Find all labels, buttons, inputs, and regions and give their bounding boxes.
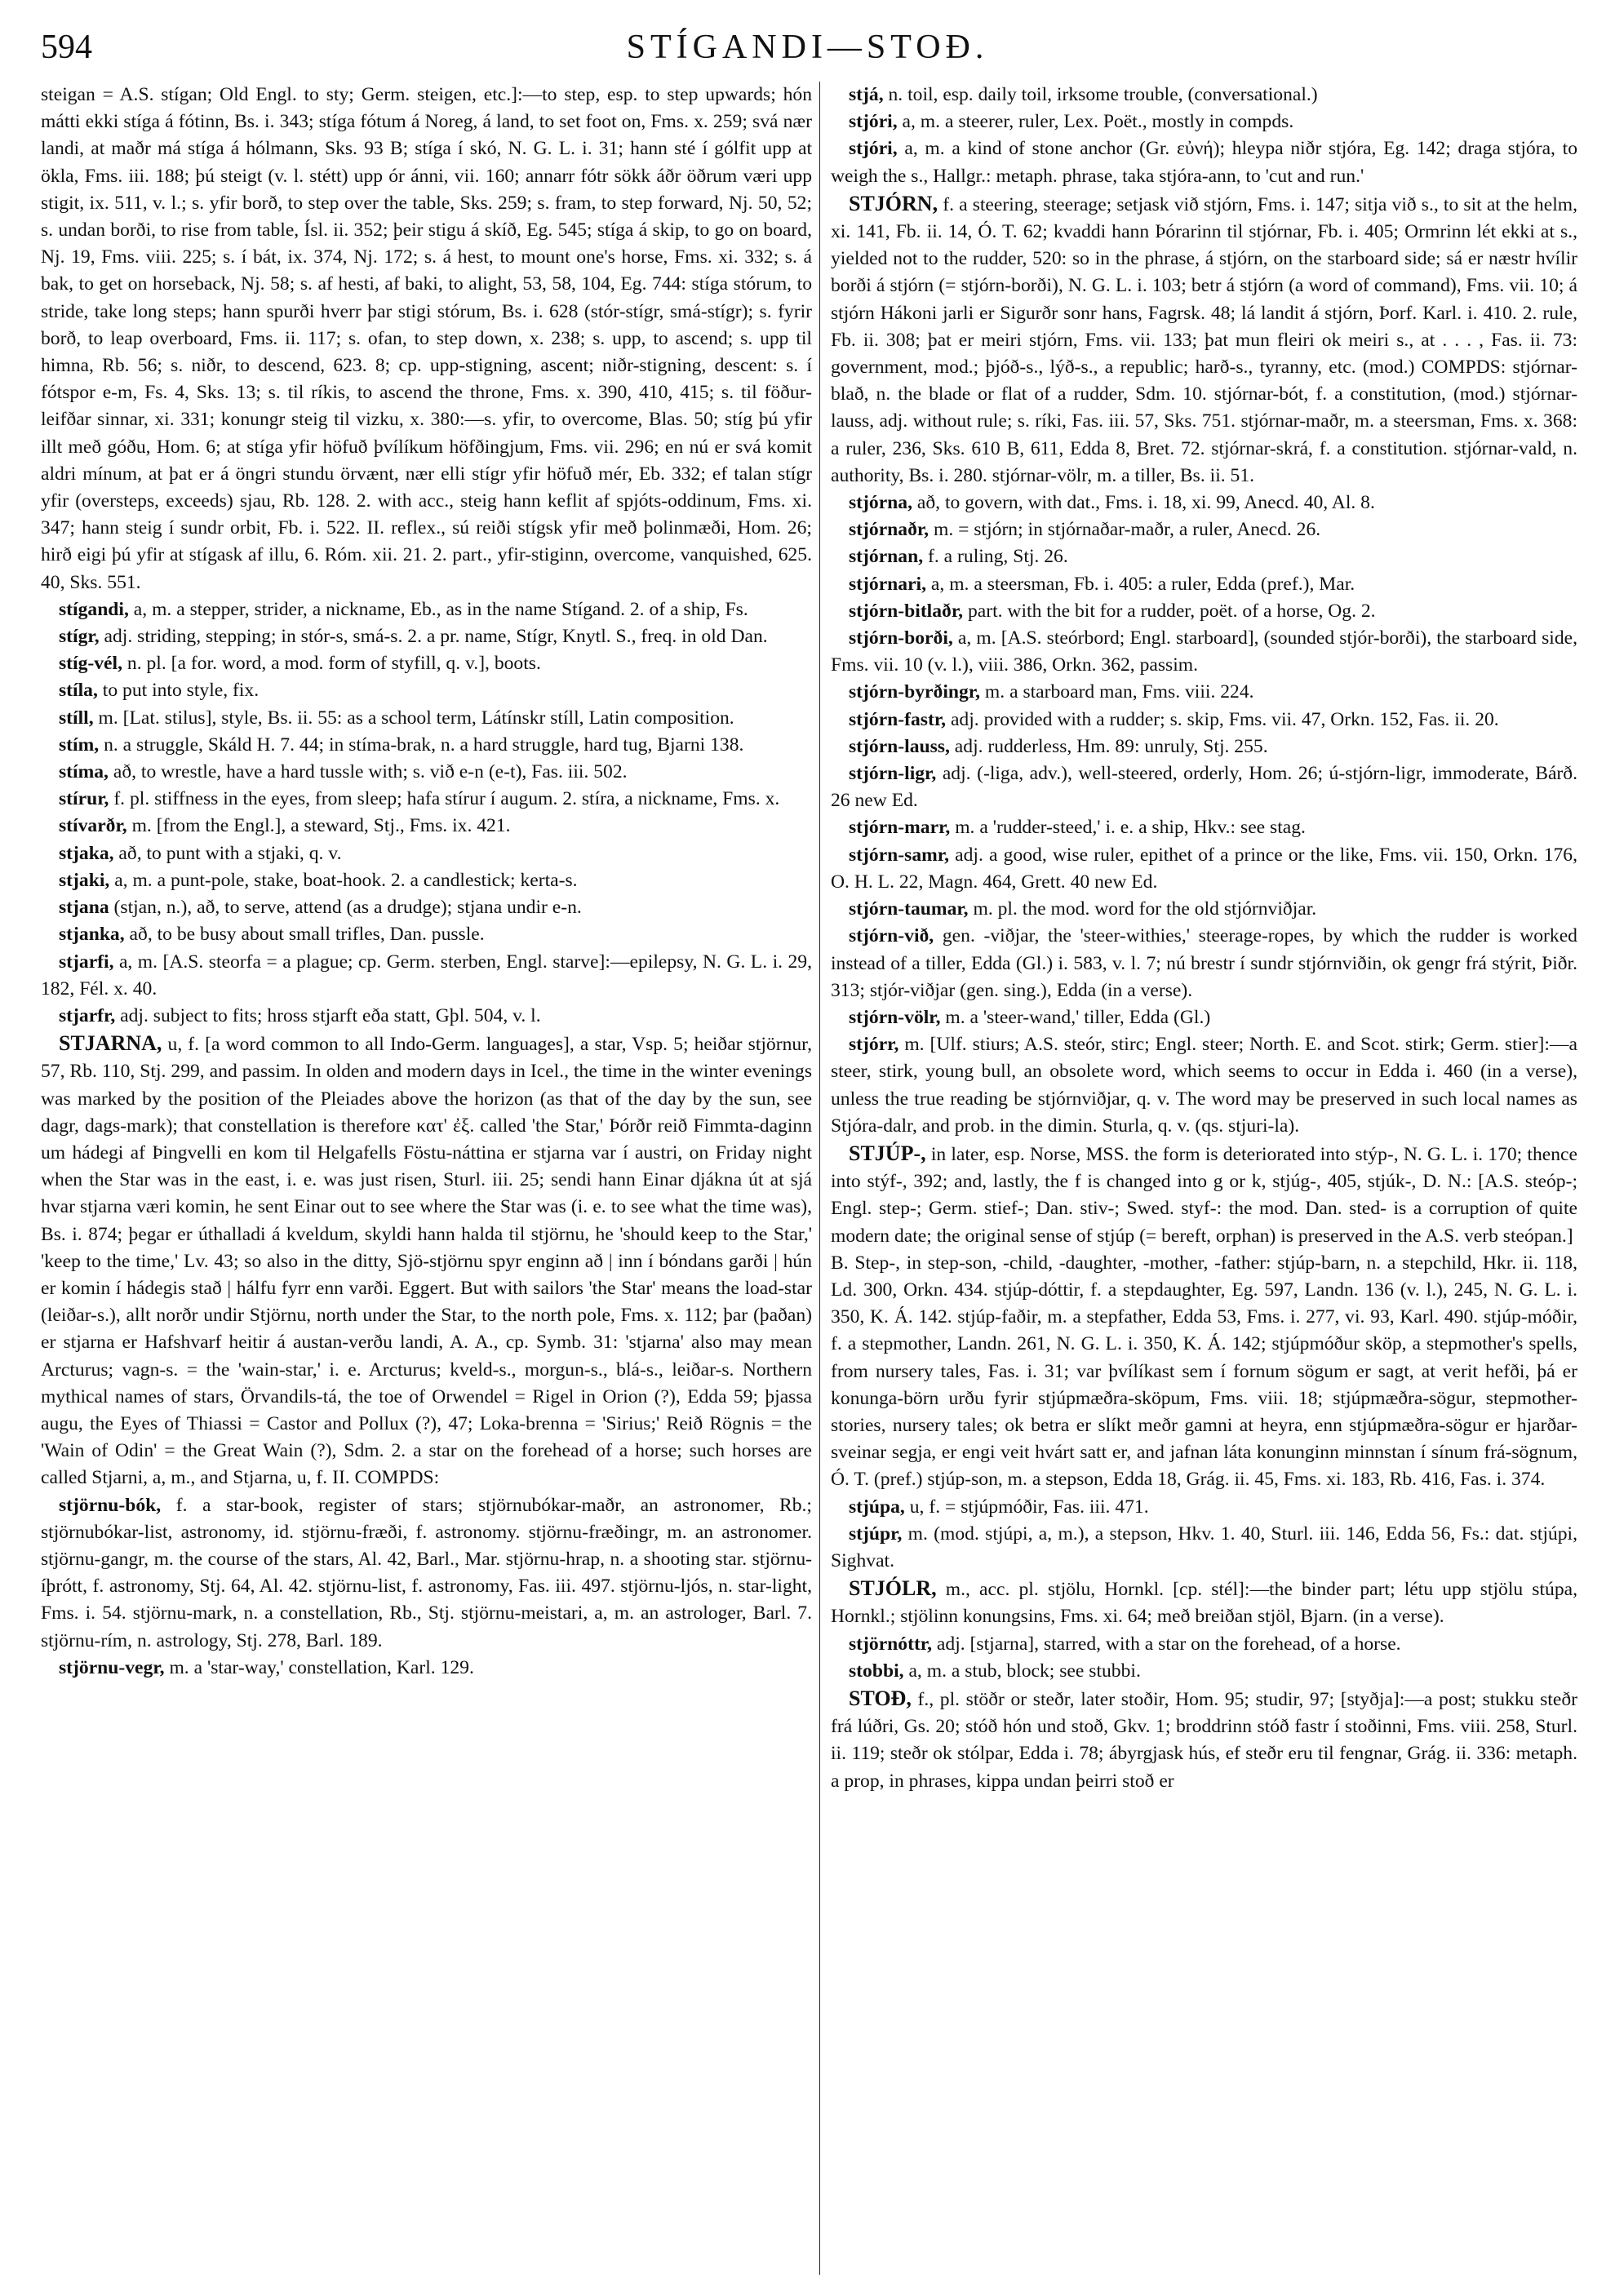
entry-definition: að, to wrestle, have a hard tussle with; s. við e-n (e-t), Fas. iii. 502. bbox=[113, 761, 628, 783]
dictionary-entry bbox=[831, 1658, 1577, 1685]
entry-definition: a, m. [A.S. steorfa = a plague; cp. Germ. sterben, Engl. starve]:—epilepsy, N. G. L. i. 29, 182, Fél. x. 40. bbox=[41, 951, 812, 1000]
dictionary-entry bbox=[41, 677, 812, 704]
entry-definition: adj. striding, stepping; in stór-s, smá-s. 2. a pr. name, Stígr, Knytl. S., freq. in old Dan. bbox=[104, 626, 768, 648]
entry-headword: STJARNA, bbox=[59, 1031, 162, 1056]
entry-headword: stjóri, bbox=[849, 138, 898, 160]
entry-headword: stígandi, bbox=[59, 598, 129, 620]
entry-definition: adj. a good, wise ruler, epithet of a prince or the like, Fms. vii. 150, Orkn. 176, O. H. L. 22, Magn. 464, Grett. 40 new Ed. bbox=[831, 844, 1577, 893]
entry-headword: STJÓLR, bbox=[849, 1576, 937, 1601]
dictionary-entry bbox=[831, 598, 1577, 625]
entry-headword: stjórn-marr, bbox=[849, 817, 951, 839]
entry-headword: stjórn-lauss, bbox=[849, 735, 950, 757]
entry-headword: stjóri, bbox=[849, 111, 898, 133]
dictionary-entry bbox=[831, 842, 1577, 896]
dictionary-entry bbox=[831, 625, 1577, 679]
dictionary-entry bbox=[41, 921, 812, 948]
entry-definition: adj. subject to fits; hross stjarft eða statt, Gþl. 504, v. l. bbox=[120, 1004, 541, 1026]
page-header bbox=[0, 24, 1615, 82]
dictionary-entry bbox=[831, 923, 1577, 1004]
dictionary-entry bbox=[831, 1685, 1577, 1795]
dictionary-entry bbox=[831, 516, 1577, 543]
entry-headword: stjarfi, bbox=[59, 951, 114, 973]
entry-definition: a, m. a kind of stone anchor (Gr. εὐνή); hleypa niðr stjóra, Eg. 142; draga stjóra, to weigh the s., Hallgr.: metaph. phrase, taka stjóra-ann, to 'cut and run.' bbox=[831, 138, 1577, 187]
dictionary-entry bbox=[831, 490, 1577, 516]
entry-headword: STJÓRN, bbox=[849, 191, 938, 215]
entry-definition: part. with the bit for a rudder, poët. of a horse, Og. 2. bbox=[967, 600, 1376, 622]
dictionary-entry bbox=[41, 840, 812, 867]
dictionary-entry bbox=[41, 949, 812, 1003]
entry-headword: stjórr, bbox=[849, 1034, 899, 1056]
entry-headword: stobbi, bbox=[849, 1660, 904, 1682]
dictionary-entry bbox=[41, 1655, 812, 1682]
entry-headword: stjaka, bbox=[59, 842, 114, 864]
dictionary-entry bbox=[831, 679, 1577, 706]
dictionary-entry bbox=[831, 896, 1577, 923]
dictionary-entry bbox=[41, 813, 812, 840]
dictionary-entry bbox=[831, 190, 1577, 490]
dictionary-entry bbox=[41, 596, 812, 623]
dictionary-entry bbox=[41, 759, 812, 786]
dictionary-entry bbox=[831, 1575, 1577, 1630]
dictionary-entry bbox=[41, 82, 812, 596]
entry-headword: STJÚP-, bbox=[849, 1141, 926, 1165]
entry-headword: stíma, bbox=[59, 761, 109, 783]
dictionary-entry bbox=[831, 734, 1577, 760]
entry-headword: stjórnan, bbox=[849, 546, 924, 568]
entry-definition: (stjan, n.), að, to serve, attend (as a drudge); stjana undir e-n. bbox=[113, 897, 582, 919]
entry-definition: n. toil, esp. daily toil, irksome trouble, (conversational.) bbox=[888, 84, 1318, 105]
entry-definition: adj. [stjarna], starred, with a star on the forehead, of a horse. bbox=[936, 1633, 1401, 1655]
dictionary-entry bbox=[41, 1003, 812, 1030]
entry-definition: adj. (-liga, adv.), well-steered, orderly, Hom. 26; ú-stjórn-ligr, immoderate, Bárð. 26 new Ed. bbox=[831, 763, 1577, 812]
page-title: STÍGANDI—STOÐ. bbox=[626, 29, 989, 66]
entry-definition: f. a steering, steerage; setjask við stjórn, Fms. i. 147; sitja við s., to sit at the helm, xi. 141, Fb. ii. 14, Ó. T. 62; kvaddi hann Þórarinn til stjórnar, Fb. i. 405; Ormrinn lét ekki at s., yielded not to the rudder, 520: so in the phrase, á stjórn, on the starboard side; sá er næstr hvílir borði á stjórn (= stjórn-borði), N. G. L. i. 103; betr á stjórn (a word of command), Fms. vii. 10; á stjórn Hákoni jarli er Sigurðr sonr hans, Fagrsk. 48; lá landit á stjórn, Þorf. Karl. i. 410. 2. rule, Fb. ii. 308; þat er meiri stjórn, Fms. vii. 133; þat mun fleiri ok meiri s., at . . . , Fas. ii. 73: government, mod.; þjóð-s., lýð-s., a republic; harð-s., tyranny, etc. (mod.) COMPDS: stjórnar-blað, n. the blade or flat of a rudder, Sdm. 10. stjórnar-bót, f. a constitution, (mod.) stjórnar-lauss, adj. without rule; s. ríki, Fas. iii. 57, Sks. 751. stjórnar-maðr, m. a steersman, Fms. x. 368: a ruler, 236, Sks. 610 B, 611, Edda 8, Bret. 72. stjórnar-skrá, f. a constitution. stjórnar-vald, n. authority, Bs. i. 280. stjórnar-völr, m. a tiller, Bs. ii. 51. bbox=[831, 193, 1577, 486]
dictionary-entry bbox=[831, 1140, 1577, 1250]
page-number: 594 bbox=[41, 29, 92, 66]
entry-definition: gen. -viðjar, the 'steer-withies,' steerage-ropes, by which the rudder is worked instead of a tiller, Edda (Gl.) i. 583, v. l. 7; nú brestr í sundr stjórnviðin, ok gengr frá stýrit, Þiðr. 313; stjór-viðjar (gen. sing.), Edda (in a verse). bbox=[831, 925, 1577, 1001]
entry-headword: stíla, bbox=[59, 680, 98, 702]
entry-headword: stím, bbox=[59, 734, 100, 756]
entry-definition: f., pl. stöðr or steðr, later stoðir, Hom. 95; studir, 97; [styðja]:—a post; stukku steðr frá lúðri, Gs. 20; stóð hón und stoð, Gkv. 1; broddrinn stóð fastr í stoðinni, Fms. viii. 258, Sturl. ii. 119; steðr ok stólpar, Edda i. 78; ábyrgjask hús, ef steðr eru til fengnar, Grág. ii. 336: metaph. a prop, in phrases, kippa undan þeirri stoð er bbox=[831, 1688, 1577, 1792]
entry-definition: m. [from the Engl.], a steward, Stj., Fms. ix. 421. bbox=[131, 815, 511, 837]
dictionary-entry bbox=[831, 1521, 1577, 1575]
dictionary-entry bbox=[831, 1494, 1577, 1521]
dictionary-entry bbox=[831, 82, 1577, 109]
dictionary-entry bbox=[41, 623, 812, 650]
entry-headword: stjanka, bbox=[59, 924, 125, 946]
dictionary-entry bbox=[41, 1492, 812, 1655]
entry-headword: stjórn-fastr, bbox=[849, 708, 947, 730]
entry-headword: stíg-vél, bbox=[59, 653, 122, 675]
entry-definition: B. Step-, in step-son, -child, -daughter, -mother, -father: stjúp-barn, n. a stepchild, Hkr. ii. 118, Ld. 300, Orkn. 434. stjúp-dóttir, f. a stepdaughter, Eg. 597, Landn. 136 (v. l.), 245, N. G. L. i. 350, K. Á. 142. stjúp-faðir, m. a stepfather, Edda 53, Fms. i. 277, vi. 93, Karl. 490. stjúp-móðir, f. a stepmother, Landn. 261, N. G. L. i. 350, K. Á. 142; stjúpmóður sköp, a stepmother's spells, from nursery tales, Fas. i. 31; var þvílíkast sem í fornum sögum er sagt, at verit hefði, þá er konunga-börn urðu fyrir stjúpmæðra-sköpum, Fms. viii. 18; stjúpmæðra-sögur, stepmother-stories, nursery tales; ok betra er slíkt meðr gamni at heyra, enn stjúpmæðra-sögur er hjarðar-sveinar segja, er engi veit hvárt satt er, and jafnan láta konunginn minnstan í sínum frá-sögnum, Ó. T. (pref.) stjúp-son, m. a stepson, Edda 18, Grág. ii. 45, Fms. xi. 183, Rb. 416, Fas. i. 374. bbox=[831, 1252, 1577, 1491]
entry-definition: a, m. a steersman, Fb. i. 405: a ruler, Edda (pref.), Mar. bbox=[930, 573, 1355, 595]
dictionary-entry bbox=[831, 707, 1577, 734]
entry-definition: n. pl. [a for. word, a mod. form of styfill, q. v.], boots. bbox=[126, 653, 541, 675]
entry-headword: stjórn-við, bbox=[849, 925, 934, 947]
entry-definition: in later, esp. Norse, MSS. the form is deteriorated into stýp-, N. G. L. i. 170; thence into stýf-, 392; and, lastly, the f is changed into g or k, stjúg-, 405, stjúk-, D. N.: [A.S. steóp-; Engl. step-; Germ. stief-; Dan. stiv-; Swed. styf-: the mod. Dan. sted- is a corruption of quite modern date; the original sense of stjúp (= bereft, orphan) is preserved in the A.S. verb steópan.] bbox=[831, 1143, 1577, 1247]
entry-headword: stjórn-borði, bbox=[849, 627, 953, 649]
entry-headword: stjórna, bbox=[849, 492, 912, 514]
dictionary-entry bbox=[41, 650, 812, 677]
entry-headword: stjórn-byrðingr, bbox=[849, 681, 981, 703]
dictionary-entry bbox=[831, 1031, 1577, 1140]
entry-definition: að, to punt with a stjaki, q. v. bbox=[118, 842, 342, 864]
entry-definition: f. pl. stiffness in the eyes, from sleep; hafa stírur í augum. 2. stíra, a nickname, Fms. x. bbox=[113, 788, 780, 810]
entry-definition: f. a ruling, Stj. 26. bbox=[928, 546, 1068, 568]
entry-definition: m. [Ulf. stiurs; A.S. steór, stirc; Engl. steer; North. E. and Scot. stirk; Germ. stier]:—a steer, stirk, young bull, an obsolete word, which seems to occur in Edda i. 460 (in a verse), unless the true reading be stjórnviðjar, q. v. The word may be preserved in such local names as Stjóra-dalr, and prob. in the dimin. Sturla, q. v. (qs. stjuri-la). bbox=[831, 1034, 1577, 1137]
entry-definition: m. a starboard man, Fms. viii. 224. bbox=[984, 681, 1254, 703]
entry-headword: stjórnari, bbox=[849, 573, 927, 595]
entry-headword: stjarfr, bbox=[59, 1004, 116, 1026]
entry-definition: a, m. a punt-pole, stake, boat-hook. 2. a candlestick; kerta-s. bbox=[114, 869, 578, 891]
entry-headword: stjórn-ligr, bbox=[849, 763, 937, 785]
left-column bbox=[41, 82, 812, 2276]
entry-headword: stjörnu-vegr, bbox=[59, 1656, 165, 1678]
entry-headword: stjórn-völr, bbox=[849, 1006, 941, 1028]
dictionary-entry bbox=[41, 1030, 812, 1492]
entry-headword: stjá, bbox=[849, 84, 884, 105]
entry-headword: stjörnu-bók, bbox=[59, 1494, 162, 1516]
entry-headword: stjórn-samr, bbox=[849, 844, 949, 866]
entry-definition: a, m. a stub, block; see stubbi. bbox=[908, 1660, 1141, 1682]
dictionary-entry bbox=[831, 760, 1577, 814]
entry-headword: stjana bbox=[59, 897, 109, 919]
entry-definition: m. a 'steer-wand,' tiller, Edda (Gl.) bbox=[945, 1006, 1211, 1028]
dictionary-entry bbox=[831, 1631, 1577, 1658]
dictionary-entry bbox=[41, 732, 812, 759]
entry-definition: m. [Lat. stilus], style, Bs. ii. 55: as a school term, Látínskr stíll, Latin composition. bbox=[98, 707, 734, 729]
dictionary-entry bbox=[831, 1004, 1577, 1031]
entry-headword: STOÐ, bbox=[849, 1686, 912, 1710]
entry-definition: m. = stjórn; in stjórnaðar-maðr, a ruler, Anecd. 26. bbox=[934, 519, 1321, 541]
entry-headword: stjórn-taumar, bbox=[849, 898, 969, 920]
entry-definition: u, f. = stjúpmóðir, Fas. iii. 471. bbox=[909, 1496, 1149, 1518]
dictionary-entry bbox=[831, 543, 1577, 570]
entry-definition: að, to be busy about small trifles, Dan. pussle. bbox=[129, 924, 485, 946]
right-column bbox=[831, 82, 1577, 2276]
entry-definition: a, m. [A.S. steórbord; Engl. starboard], (sounded stjór-borði), the starboard side, Fms. vii. 10 (v. l.), viii. 386, Orkn. 362, passim. bbox=[831, 627, 1577, 676]
entry-definition: a, m. a steerer, ruler, Lex. Poët., mostly in compds. bbox=[902, 111, 1294, 133]
dictionary-entry bbox=[831, 109, 1577, 135]
column-divider bbox=[819, 82, 820, 2275]
entry-headword: stjórn-bitlaðr, bbox=[849, 600, 964, 622]
dictionary-entry bbox=[831, 571, 1577, 598]
entry-headword: stígr, bbox=[59, 626, 100, 648]
entry-headword: stjörnóttr, bbox=[849, 1633, 933, 1655]
entry-headword: stjaki, bbox=[59, 869, 110, 891]
entry-definition: u, f. [a word common to all Indo-Germ. languages], a star, Vsp. 5; heiðar stjörnur, 57, Rb. 110, Stj. 299, and passim. In olden and modern days in Icel., the time in the winter evenings was marked by the position of the Pleiades above the horizon (as that of the day by the sun, see dagr, dags-mark); that constellation is therefore κατ' ἐξ. called 'the Star,' Þórðr reið Fimmta-daginn um hádegi af Þingvelli en kom til Helgafells Föstu-náttina er stjarna var í austri, on Friday night when the Star was in the east, i. e. was just risen, Sturl. iii. 25; sendi hann Einar djákna út at sjá hvar stjarna væri komin, he sent Einar out to see where the Star was (i. e. to see what the time was), Bs. i. 874; þegar er úthalladi á kveldum, skyldi hann halda til stjörnu, he 'should keep to the Star,' 'keep to the time,' Lv. 43; so also in the ditty, Sjö-stjörnu spyr enginn að | inn í bóndans garði | hún er komin í hádegis stað | hálfu fyrr enn varði. Eggert. But with sailors 'the Star' means the load-star (leiðar-s.), allt norðr undir Stjörnu, north under the Star, to the north pole, Fms. x. 112; þar (þaðan) er stjarna er Hafshvarf heitir á austan-verðu landi, A. A., cp. Symb. 31: 'stjarna' also may mean Arcturus; vagn-s. = the 'wain-star,' i. e. Arcturus; kveld-s., morgun-s., blá-s., leiðar-s. Northern mythical names of stars, Örvandils-tá, the toe of Orwendel = Rigel in Orion (?), Edda 59; þjassa augu, the Eyes of Thiassi = Castor and Pollux (?), 47; Loka-brenna = 'Sirius;' Reið Rögnis = the 'Wain of Odin' = the Great Wain (?), Sdm. 2. a star on the forehead of a horse; such horses are called Stjarni, a, m., and Stjarna, u, f. II. COMPDS: bbox=[41, 1034, 812, 1489]
entry-headword: stíll, bbox=[59, 707, 94, 729]
entry-headword: stjórnaðr, bbox=[849, 519, 930, 541]
entry-definition: steigan = A.S. stígan; Old Engl. to sty; Germ. steigen, etc.]:—to step, esp. to step upwards; hón mátti ekki stíga á fótinn, Bs. i. 343; stíga fótum á Noreg, á land, to set foot on, Fms. x. 259; svá nær landi, at maðr má stíga á hólmann, Sks. 93 B; stíga í skó, N. G. L. i. 31; hann sté í gólfit upp at ökla, Fms. iii. 188; þú steigt (v. l. stétt) upp ór ánni, vii. 160; annarr fótr sökk áðr öðrum væri upp stigit, ix. 511, v. l.; s. yfir borð, to step over the table, Sks. 259; s. fram, to step forward, Nj. 50, 52; s. undan borði, to rise from table, Ísl. ii. 352; þeir stigu á skíð, Eg. 545; stíga á skip, to go on board, Nj. 19, Fms. viii. 225; s. í bát, ix. 374, Nj. 172; s. á hest, to mount one's horse, Fms. xi. 332; s. á bak, to get on horseback, Nj. 58; s. af hesti, af baki, to alight, 53, 58, 104, Eg. 744: stíga stórum, to stride, take long steps; hann spurði hverr þar stigi stórum, Bs. i. 628 (stór-stígr, smá-stígr); s. fyrir borð, to leap overboard, Fms. ii. 117; s. ofan, to step down, x. 238; s. upp, to ascend; s. upp til himna, Rb. 56; s. niðr, to descend, 623. 8; cp. upp-stigning, ascent; niðr-stigning, descent: s. í fótspor e-m, Fs. 4, Sks. 13; s. til ríkis, to ascend the throne, Fms. x. 390, 410, 415; s. til föður-leifðar sinnar, xi. 331; konungr steig til vizku, x. 380:—s. yfir, to overcome, Blas. 50; stíg þú yfir illt með góðu, Hom. 6; at stíga yfir höfuð þvílíkum höfðingjum, Fms. vii. 296; en nú er svá komit aldri mínum, at þat er á öngri stundu örvænt, nær elli stígr yfir höfuð mér, Eb. 332; ef talan stígr yfir (oversteps, exceeds) sjau, Rb. 128. 2. with acc., steig hann keflit af spjóts-oddinum, Fms. xi. 347; hann steig í sundr orbit, Fb. i. 522. II. reflex., sú reiði stígsk yfir með þolinmæði, Hom. 26; hirð eigi þú yfir at stígask af illu, 6. Róm. xii. 21. 2. part., yfir-stiginn, overcome, vanquished, 625. 40, Sks. 551. bbox=[41, 84, 812, 593]
dictionary-entry bbox=[41, 867, 812, 894]
dictionary-entry bbox=[831, 814, 1577, 841]
entry-definition: m., acc. pl. stjölu, Hornkl. [cp. stél]:—the binder part; létu upp stjölu stúpa, Hornkl.; stjölinn konungsins, Fms. xi. 64; með breiðan stjöl, Bjarn. (in a verse). bbox=[831, 1579, 1577, 1628]
entry-definition: to put into style, fix. bbox=[102, 680, 260, 702]
dictionary-entry bbox=[41, 705, 812, 732]
dictionary-entry bbox=[41, 786, 812, 813]
entry-definition: m. (mod. stjúpi, a, m.), a stepson, Hkv. 1. 40, Sturl. iii. 146, Edda 56, Fs.: dat. stjúpi, Sighvat. bbox=[831, 1523, 1577, 1571]
entry-definition: n. a struggle, Skáld H. 7. 44; in stíma-brak, n. a hard struggle, hard tug, Bjarni 138. bbox=[104, 734, 744, 756]
entry-headword: stjúpa, bbox=[849, 1496, 905, 1518]
entry-definition: f. a star-book, register of stars; stjörnubókar-maðr, an astronomer, Rb.; stjörnubókar-list, astronomy, id. stjörnu-fræði, f. astronomy. stjörnu-fræðingr, m. an astronomer. stjörnu-gangr, m. the course of the stars, Al. 42, Barl., Mar. stjörnu-hrap, n. a shooting star. stjörnu-íþrótt, f. astronomy, Stj. 64, Al. 42. stjörnu-list, f. astronomy, Fas. iii. 497. stjörnu-ljós, n. star-light, Fms. i. 54. stjörnu-mark, n. a constellation, Rb., Stj. stjörnu-meistari, a, m. an astrologer, Barl. 7. stjörnu-rím, n. astrology, Stj. 278, Barl. 189. bbox=[41, 1494, 812, 1651]
dictionary-entry bbox=[831, 135, 1577, 189]
entry-headword: stívarðr, bbox=[59, 815, 127, 837]
entry-definition: a, m. a stepper, strider, a nickname, Eb., as in the name Stígand. 2. of a ship, Fs. bbox=[133, 598, 748, 620]
entry-headword: stírur, bbox=[59, 788, 109, 810]
dictionary-entry bbox=[831, 1250, 1577, 1494]
entry-definition: að, to govern, with dat., Fms. i. 18, xi. 99, Anecd. 40, Al. 8. bbox=[916, 492, 1375, 514]
dictionary-entry bbox=[41, 894, 812, 921]
entry-definition: adj. rudderless, Hm. 89: unruly, Stj. 255. bbox=[954, 735, 1268, 757]
entry-headword: stjúpr, bbox=[849, 1523, 903, 1545]
entry-definition: adj. provided with a rudder; s. skip, Fms. vii. 47, Orkn. 152, Fas. ii. 20. bbox=[950, 708, 1499, 730]
entry-definition: m. a 'rudder-steed,' i. e. a ship, Hkv.: see stag. bbox=[955, 817, 1306, 839]
entry-definition: m. pl. the mod. word for the old stjórnviðjar. bbox=[973, 898, 1317, 920]
entry-definition: m. a 'star-way,' constellation, Karl. 129. bbox=[169, 1656, 474, 1678]
